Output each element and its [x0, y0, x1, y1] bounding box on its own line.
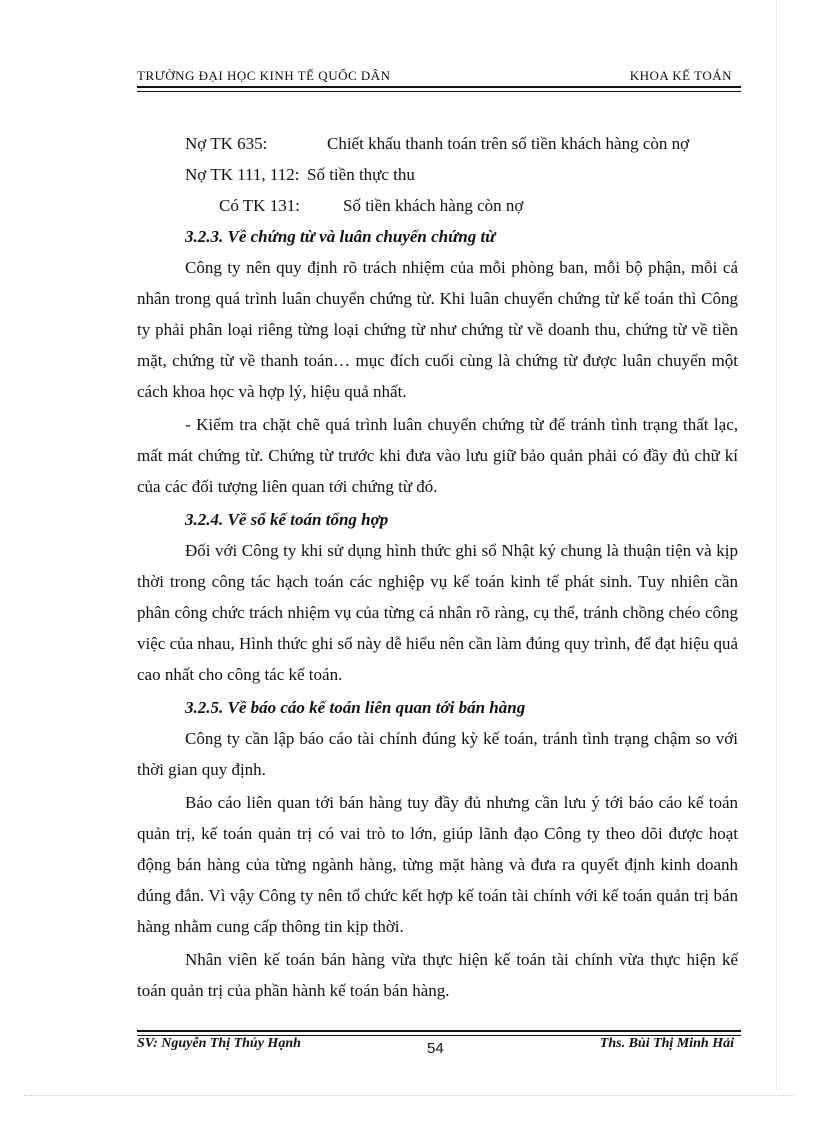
page-bottom-guide	[24, 1095, 794, 1096]
page-number: 54	[427, 1040, 444, 1057]
section-heading: 3.2.5. Về báo cáo kế toán liên quan tới bán hàng	[185, 698, 526, 717]
paragraph: Báo cáo liên quan tới bán hàng tuy đầy đủ nhưng cần lưu ý tới báo cáo kế toán quản trị, kế toán quản trị có vai trò to lớn, giúp lãnh đạo Công ty theo dõi được hoạt động bán hàng của từng ngành hàng, từng mặt hàng và đưa ra quyết định kinh doanh đúng đắn. Vì vậy Công ty nên tổ chức kết hợp kế toán tài chính với kế toán quản trị bán hàng nhằm cung cấp thông tin kịp thời.	[137, 793, 738, 936]
entry-description: Chiết khấu thanh toán trên số tiền khách hàng còn nợ	[327, 134, 690, 153]
header-rule	[137, 86, 741, 92]
entry-account: Có TK 131:	[219, 196, 300, 215]
paragraph: Công ty cần lập báo cáo tài chính đúng kỳ kế toán, tránh tình trạng chậm so với thời gian quy định.	[137, 729, 738, 779]
section-heading: 3.2.3. Về chứng từ và luân chuyển chứng từ	[185, 227, 496, 246]
header-school: TRƯỜNG ĐẠI HỌC KINH TẾ QUỐC DÂN	[137, 68, 391, 83]
entry-account: Nợ TK 635:	[185, 134, 268, 153]
paragraph: Công ty nên quy định rõ trách nhiệm của mỗi phòng ban, mỗi bộ phận, mỗi cá nhân trong quá trình luân chuyển chứng từ. Khi luân chuyển chứng từ kế toán thì Công ty phải phân loại riêng từng loại chứng từ như chứng từ về doanh thu, chứng từ về tiền mặt, chứng từ về thanh toán… mục đích cuối cùng là chứng từ được luân chuyển một cách khoa học và hợp lý, hiệu quả nhất.	[137, 258, 738, 401]
header-faculty: KHOA KẾ TOÁN	[629, 68, 732, 83]
footer-supervisor: Ths. Bùi Thị Minh Hải	[599, 1036, 734, 1051]
entry-account: Nợ TK 111, 112:	[185, 165, 300, 184]
paragraph: Nhân viên kế toán bán hàng vừa thực hiện kế toán tài chính vừa thực hiện kế toán quản trị của phần hành kế toán bán hàng.	[137, 950, 738, 1000]
page-edge-guide	[776, 0, 778, 1090]
entry-description: Số tiền thực thu	[307, 165, 415, 184]
document-body	[137, 128, 738, 1008]
journal-entry	[137, 128, 738, 159]
entry-description: Số tiền khách hàng còn nợ	[343, 196, 524, 215]
page-header	[137, 68, 738, 88]
paragraph: Đối với Công ty khi sử dụng hình thức ghi sổ Nhật ký chung là thuận tiện và kịp thời trong công tác hạch toán các nghiệp vụ kế toán kinh tế phát sinh. Tuy nhiên cần phân công chức trách nhiệm vụ của từng cá nhân rõ ràng, cụ thể, tránh chồng chéo công việc của nhau, Hình thức ghi sổ này dễ hiểu nên cần làm đúng quy trình, để đạt hiệu quả cao nhất cho công tác kế toán.	[137, 541, 738, 684]
paragraph: - Kiểm tra chặt chẽ quá trình luân chuyển chứng từ để tránh tình trạng thất lạc, mất mát chứng từ. Chứng từ trước khi đưa vào lưu giữ bảo quản phải có đầy đủ chữ kí của các đối tượng liên quan tới chứng từ đó.	[137, 415, 738, 496]
page-footer	[137, 1036, 738, 1058]
section-heading: 3.2.4. Về sổ kế toán tổng hợp	[185, 510, 389, 529]
journal-entry	[137, 190, 738, 221]
footer-student: SV: Nguyễn Thị Thúy Hạnh	[137, 1036, 301, 1051]
journal-entry	[137, 159, 738, 190]
